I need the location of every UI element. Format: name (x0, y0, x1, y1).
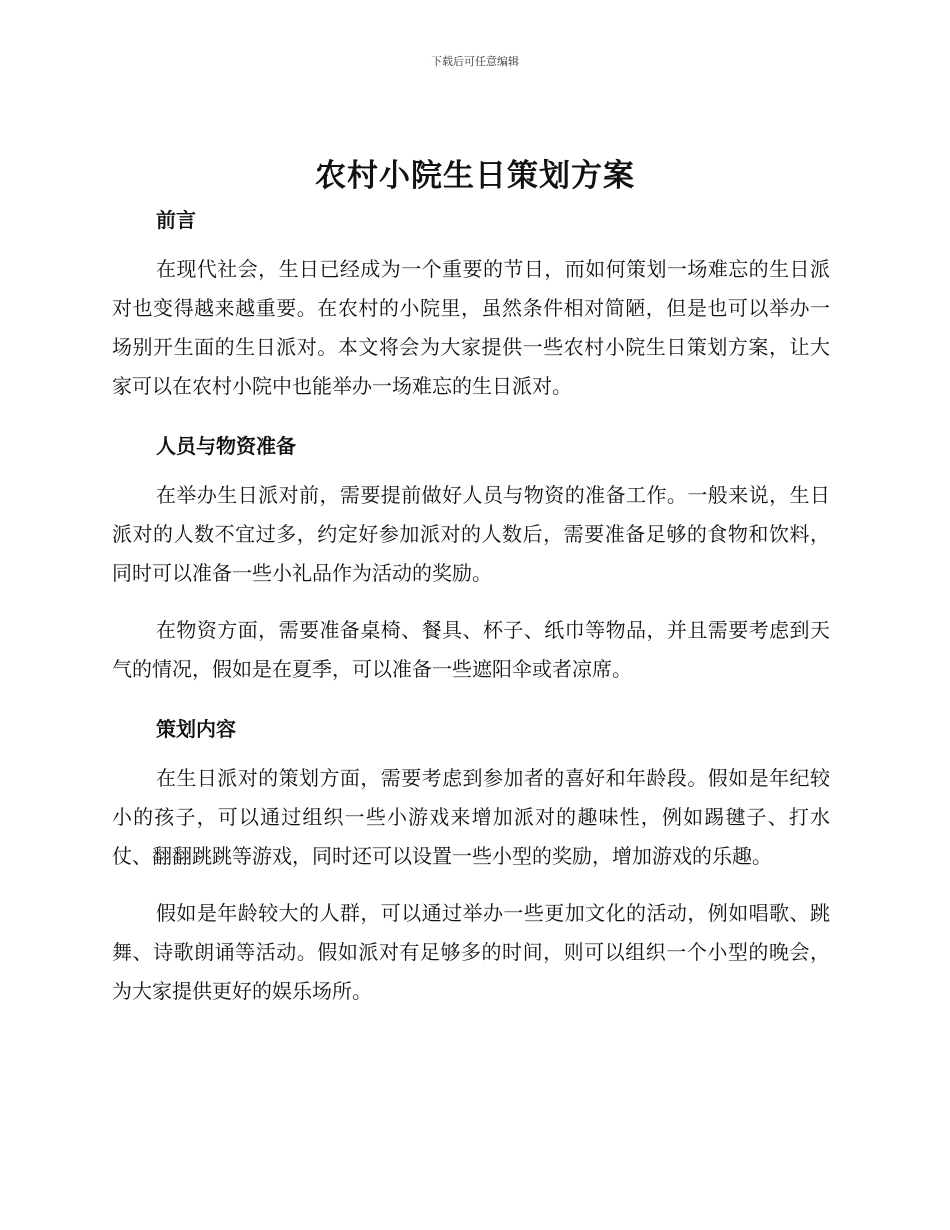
paragraph-planning-adults: 假如是年龄较大的人群，可以通过举办一些更加文化的活动，例如唱歌、跳舞、诗歌朗诵等活动。假如派对有足够多的时间，则可以组织一个小型的晚会，为大家提供更好的娱乐场所。 (112, 901, 830, 1003)
section-heading-planning: 策划内容 (156, 717, 236, 741)
section-heading-preparation: 人员与物资准备 (156, 434, 296, 458)
paragraph-preface: 在现代社会，生日已经成为一个重要的节日，而如何策划一场难忘的生日派对也变得越来越重要。在农村的小院里，虽然条件相对简陋，但是也可以举办一场别开生面的生日派对。本文将会为大家提供一些农村小院生日策划方案，让大家可以在农村小院中也能举办一场难忘的生日派对。 (112, 257, 830, 398)
paragraph-preparation-people: 在举办生日派对前，需要提前做好人员与物资的准备工作。一般来说，生日派对的人数不宜过多，约定好参加派对的人数后，需要准备足够的食物和饮料，同时可以准备一些小礼品作为活动的奖励。 (112, 483, 830, 585)
document-body (112, 202, 830, 1011)
paragraph-preparation-supplies: 在物资方面，需要准备桌椅、餐具、杯子、纸巾等物品，并且需要考虑到天气的情况，假如是在夏季，可以准备一些遮阳伞或者凉席。 (112, 618, 830, 681)
section-heading-preface: 前言 (156, 208, 196, 232)
page-header-note: 下载后可任意编辑 (431, 55, 519, 68)
paragraph-planning-children: 在生日派对的策划方面，需要考虑到参加者的喜好和年龄段。假如是年纪较小的孩子，可以通过组织一些小游戏来增加派对的趣味性，例如踢毽子、打水仗、翻翻跳跳等游戏，同时还可以设置一些小型的奖励，增加游戏的乐趣。 (112, 766, 830, 868)
document-title: 农村小院生日策划方案 (315, 158, 635, 194)
